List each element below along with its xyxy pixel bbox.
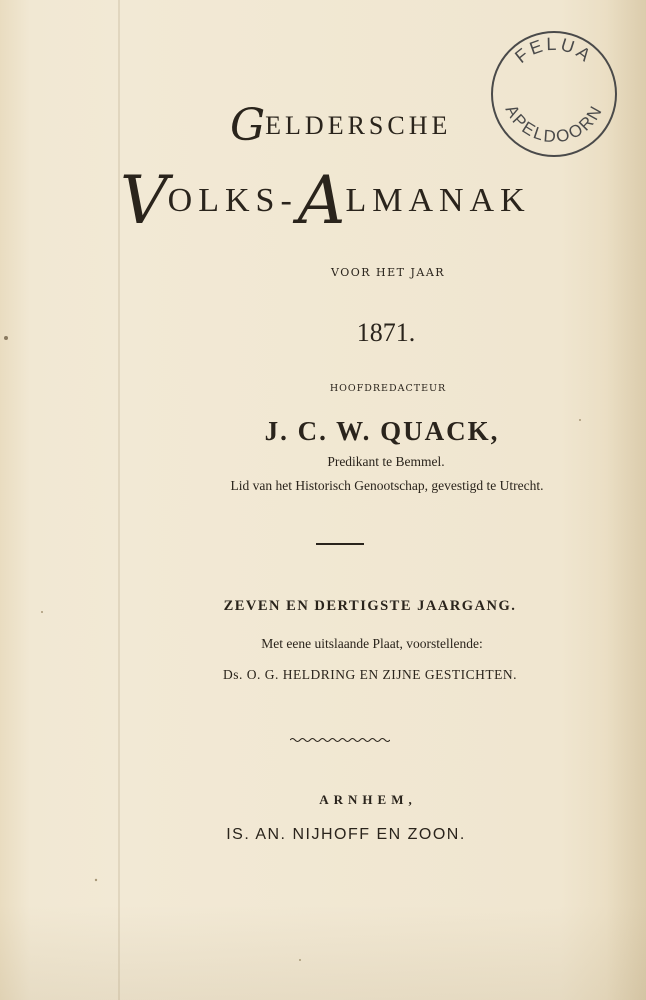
library-stamp: [488, 28, 620, 160]
title-line-2-text-a: OLKS-: [167, 182, 298, 219]
title-line-2-capital-2: A: [297, 162, 346, 239]
divider-rule: [316, 543, 364, 545]
title-line-2-text-b: LMANAK: [345, 182, 531, 219]
editor-title: Predikant te Bemmel.: [327, 454, 445, 469]
year: 1871.: [356, 318, 416, 347]
editor-name: J. C. W. QUACK,: [264, 416, 500, 446]
title-line-1-text: ELDERSCHE: [265, 111, 452, 140]
editor-membership: Lid van het Historisch Genootschap, gevestigd te Utrecht.: [230, 478, 544, 493]
title-line-2: [120, 162, 531, 239]
plate-note: Met eene uitslaande Plaat, voorstellende:: [261, 636, 483, 651]
jaargang: ZEVEN EN DERTIGSTE JAARGANG.: [223, 598, 517, 614]
plate-subject: Ds. O. G. HELDRING EN ZIJNE GESTICHTEN.: [223, 667, 517, 682]
title-line-2-capital: V: [120, 162, 168, 239]
stamp-top-text: FELUA: [511, 33, 597, 68]
title-line-1: [230, 100, 451, 151]
voor-het-jaar: VOOR HET JAAR: [330, 266, 446, 279]
title-line-1-capital: G: [230, 100, 266, 151]
hoofdredacteur-label: HOOFDREDACTEUR: [329, 383, 447, 394]
stamp-bottom-text: APELDOORN: [501, 101, 607, 147]
page-bottom-edge: [0, 905, 646, 1000]
place: ARNHEM,: [319, 792, 417, 807]
svg-text:APELDOORN: [502, 102, 607, 147]
wavy-divider: [290, 735, 390, 745]
publisher: IS. AN. NIJHOFF EN ZOON.: [226, 826, 466, 843]
page-fold-line: [118, 0, 120, 1000]
